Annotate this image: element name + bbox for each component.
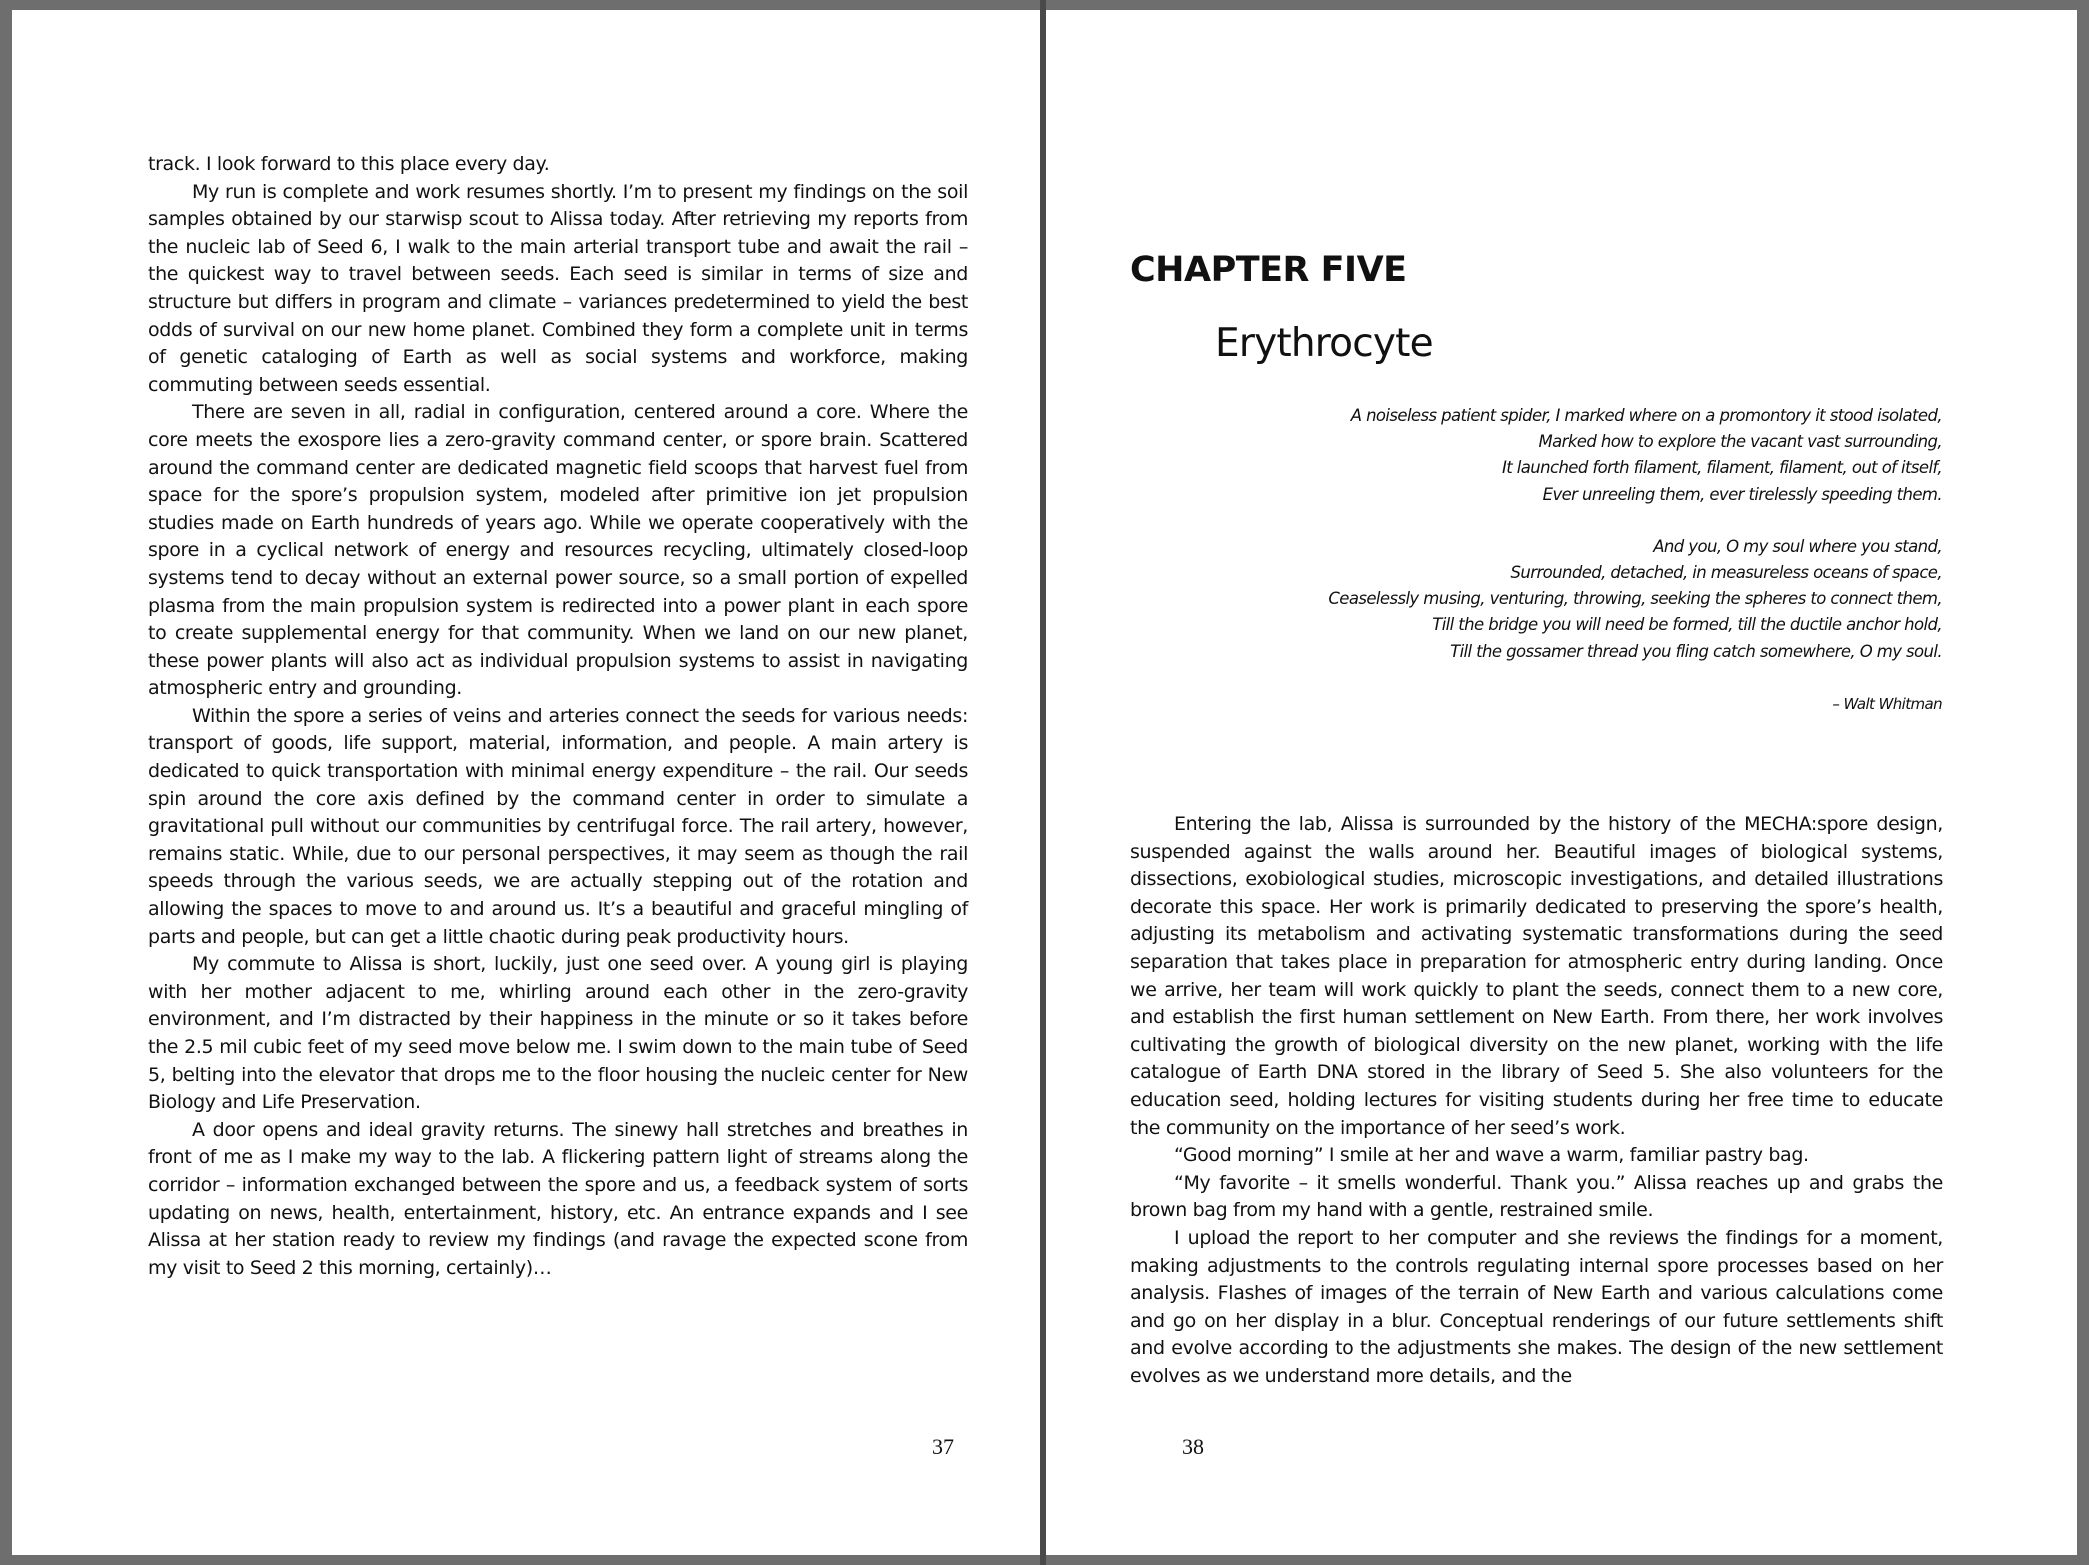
- right-page-body: [1130, 811, 1943, 1390]
- epigraph-attribution: – Walt Whitman: [1832, 694, 1942, 713]
- paragraph: I upload the report to her computer and she reviews the findings for a moment, making adjustments to the controls regulating internal spore processes based on her analysis. Flashes of images of the terrain of New Earth and various calculations come and go on her display in a blur. Conceptual renderings of our future settlements shift and evolve according to the adjustments she makes. The design of the new settlement evolves as we understand more details, and the: [1130, 1226, 1943, 1387]
- paragraph: Within the spore a series of veins and arteries connect the seeds for various needs: transport of goods, life support, material, information, and people. A main artery is dedicated to quick transportation with minimal energy expenditure – the rail. Our seeds spin around the core axis defined by the command center in order to simulate a gravitational pull without our communities by centrifugal force. The rail artery, however, remains static. While, due to our personal perspectives, it may seem as though the rail speeds through the various seeds, we are actually stepping out of the rotation and allowing the spaces to move to and around us. It’s a beautiful and graceful mingling of parts and people, but can get a little chaotic during peak productivity hours.: [148, 704, 968, 948]
- right-page: [1046, 10, 2077, 1555]
- epigraph-line: Ever unreeling them, ever tirelessly speeding them.: [1542, 484, 1942, 504]
- chapter-title: CHAPTER FIVE: [1130, 250, 1407, 290]
- epigraph-line: A noiseless patient spider, I marked where on a promontory it stood isolated,: [1350, 406, 1942, 425]
- page-number: 37: [932, 1434, 954, 1459]
- paragraph: track. I look forward to this place every day.: [148, 153, 550, 175]
- epigraph-line: Surrounded, detached, in measureless oceans of space,: [1510, 563, 1942, 583]
- paragraph: There are seven in all, radial in configuration, centered around a core. Where the core meets the exospore lies a zero-gravity command center, or spore brain. Scattered around the command center are dedicated magnetic field scoops that harvest fuel from space for the spore’s propulsion system, modeled after primitive ion jet propulsion studies made on Earth hundreds of years ago. While we operate cooperatively with the spore in a cyclical network of energy and resources recycling, ultimately closed-loop systems tend to decay without an external power source, so a small portion of expelled plasma from the main propulsion system is redirected into a power plant in each spore to create supplemental energy for that community. When we land on our new planet, these power plants will also act as individual propulsion systems to assist in navigating atmospheric entry and grounding.: [148, 401, 968, 700]
- page-number: 38: [1182, 1434, 1204, 1459]
- epigraph-line: It launched forth filament, filament, filament, out of itself,: [1501, 458, 1942, 478]
- paragraph: My commute to Alissa is short, luckily, just one seed over. A young girl is playing with her mother adjacent to me, whirling around each other in the zero-gravity environment, and I’m distracted by their happiness in the minute or so it takes before the 2.5 mil cubic feet of my seed move below me. I swim down to the main tube of Seed 5, belting into the elevator that drops me to the floor housing the nucleic center for New Biology and Life Preservation.: [148, 953, 968, 1114]
- epigraph-line: Marked how to explore the vacant vast surrounding,: [1538, 432, 1942, 452]
- epigraph-line: Till the gossamer thread you fling catch somewhere, O my soul.: [1450, 641, 1942, 661]
- epigraph-stanza: [1222, 534, 1942, 665]
- chapter-subtitle: Erythrocyte: [1215, 321, 1433, 366]
- paragraph: Entering the lab, Alissa is surrounded by the history of the MECHA:spore design, suspended against the walls around her. Beautiful images of biological systems, dissections, exobiological studies, microscopic investigations, and detailed illustrations decorate this space. Her work is primarily dedicated to preserving the spore’s health, adjusting its metabolism and activating systematic transformations during the seed separation that takes place in preparation for atmospheric entry during landing. Once we arrive, her team will work quickly to plant the seeds, connect them to a new core, and establish the first human settlement on New Earth. From there, her work involves cultivating the growth of biological diversity on the new planet, working with the life catalogue of Earth DNA stored in the library of Seed 5. She also volunteers for the education seed, holding lectures for visiting students during her free time to educate the community on the importance of her seed’s work.: [1130, 813, 1943, 1139]
- epigraph-line: Till the bridge you will need be formed, till the ductile anchor hold,: [1432, 615, 1942, 635]
- paragraph: “My favorite – it smells wonderful. Thank you.” Alissa reaches up and grabs the brown bag from my hand with a gentle, restrained smile.: [1130, 1171, 1943, 1222]
- epigraph-line: Ceaselessly musing, venturing, throwing, seeking the spheres to connect them,: [1328, 589, 1942, 609]
- epigraph-stanza: [1222, 403, 1942, 508]
- paragraph: A door opens and ideal gravity returns. The sinewy hall stretches and breathes in front of me as I make my way to the lab. A flickering pattern light of streams along the corridor – information exchanged between the spore and us, a feedback system of sorts updating on news, health, entertainment, history, etc. An entrance expands and I see Alissa at her station ready to review my findings (and ravage the expected scone from my visit to Seed 2 this morning, certainly)…: [148, 1118, 968, 1279]
- left-page-body: [148, 151, 968, 1282]
- paragraph: “Good morning” I smile at her and wave a warm, familiar pastry bag.: [1174, 1144, 1809, 1167]
- epigraph-line: And you, O my soul where you stand,: [1653, 536, 1942, 556]
- paragraph: My run is complete and work resumes shortly. I’m to present my findings on the soil samples obtained by our starwisp scout to Alissa today. After retrieving my reports from the nucleic lab of Seed 6, I walk to the main arterial transport tube and await the rail – the quickest way to travel between seeds. Each seed is similar in terms of size and structure but differs in program and climate – variances predetermined to yield the best odds of survival on our new home planet. Combined they form a complete unit in terms of genetic cataloging of Earth as well as social systems and workforce, making commuting between seeds essential.: [148, 180, 968, 396]
- epigraph: [1222, 403, 1942, 717]
- left-page: [12, 10, 1040, 1555]
